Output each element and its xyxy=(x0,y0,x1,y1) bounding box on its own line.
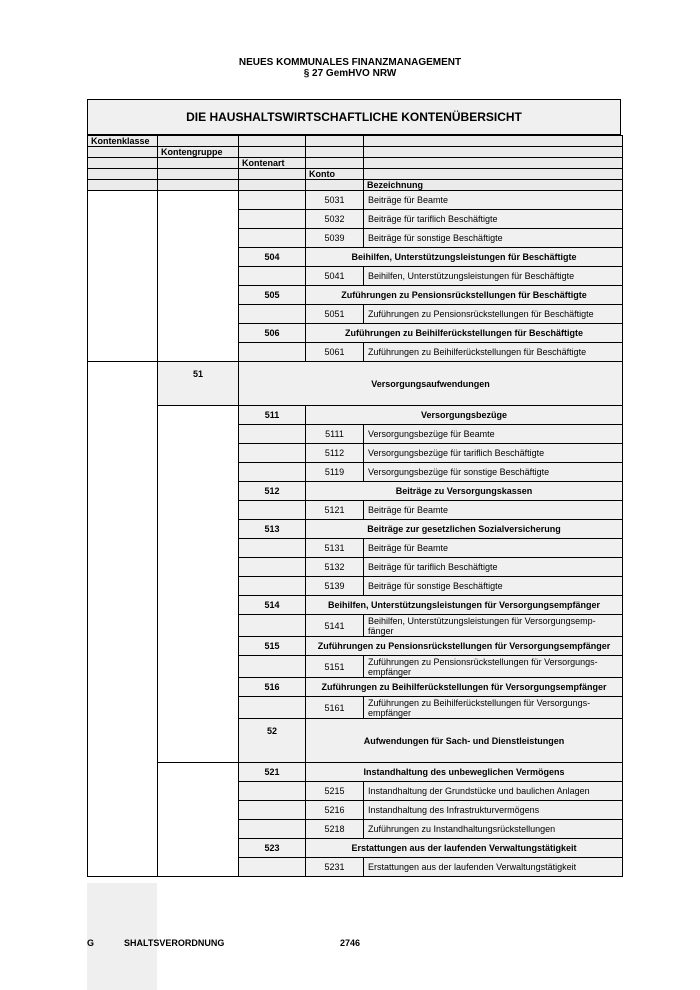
konto-code: 5231 xyxy=(306,858,364,877)
kontengruppe-cell xyxy=(158,191,239,362)
kontenart-label: Beiträge zur gesetzlichen Sozialversicherung xyxy=(306,520,623,539)
konto-label: Zuführungen zu Pensionsrückstellungen für Versorgungs-empfänger xyxy=(364,656,623,678)
kontenart-code: 506 xyxy=(239,324,306,343)
header-row-klasse xyxy=(88,136,623,147)
konto-label: Beiträge für sonstige Beschäftigte xyxy=(364,229,623,248)
header-line-2: § 27 GemHVO NRW xyxy=(303,68,397,79)
kontengruppe-row xyxy=(88,362,623,406)
kontenart-code: 505 xyxy=(239,286,306,305)
konten-table xyxy=(87,135,623,877)
konto-code: 5131 xyxy=(306,539,364,558)
header-row-gruppe xyxy=(88,147,623,158)
konto-code: 5061 xyxy=(306,343,364,362)
kontenart-row xyxy=(88,406,623,425)
konto-code: 5121 xyxy=(306,501,364,520)
page-number: 2746 xyxy=(340,938,361,948)
konto-label: Beiträge für Beamte xyxy=(364,539,623,558)
kontenart-code: 521 xyxy=(239,763,306,782)
konto-label: Beiträge für tariflich Beschäftigte xyxy=(364,210,623,229)
konto-code: 5051 xyxy=(306,305,364,324)
konto-code: 5132 xyxy=(306,558,364,577)
kontenart-label: Beihilfen, Unterstützungsleistungen für Versorgungsempfänger xyxy=(306,596,623,615)
col-header-konto: Konto xyxy=(306,169,364,180)
konto-label: Zuführungen zu Instandhaltungsrückstellungen xyxy=(364,820,623,839)
konto-label: Beiträge für sonstige Beschäftigte xyxy=(364,577,623,596)
konto-code: 5141 xyxy=(306,615,364,637)
kontengruppe-code: 51 xyxy=(158,362,239,406)
konto-label: Instandhaltung der Grundstücke und baulichen Anlagen xyxy=(364,782,623,801)
header-line-1: NEUES KOMMUNALES FINANZMANAGEMENT xyxy=(238,57,462,68)
kontenart-code: 504 xyxy=(239,248,306,267)
konto-code: 5112 xyxy=(306,444,364,463)
header-row-art xyxy=(88,158,623,169)
konto-code: 5216 xyxy=(306,801,364,820)
konto-label: Beihilfen, Unterstützungsleistungen für Versorgungsemp-fänger xyxy=(364,615,623,637)
kontengruppe-code: 52 xyxy=(239,719,306,763)
konto-label: Beihilfen, Unterstützungsleistungen für Beschäftigte xyxy=(364,267,623,286)
col-header-kontenart: Kontenart xyxy=(239,158,306,169)
header-row-konto xyxy=(88,169,623,180)
kontenart-code: 511 xyxy=(239,406,306,425)
kontenart-label: Zuführungen zu Beihilferückstellungen für Beschäftigte xyxy=(306,324,623,343)
kontenklasse-cell xyxy=(88,362,158,877)
konto-label: Beiträge für tariflich Beschäftigte xyxy=(364,558,623,577)
kontenart-code: 513 xyxy=(239,520,306,539)
kontenart-label: Zuführungen zu Pensionsrückstellungen für Beschäftigte xyxy=(306,286,623,305)
konto-label: Versorgungsbezüge für tariflich Beschäftigte xyxy=(364,444,623,463)
kontenart-code: 516 xyxy=(239,678,306,697)
kontenart-label: Instandhaltung des unbeweglichen Vermögens xyxy=(306,763,623,782)
konto-code: 5139 xyxy=(306,577,364,596)
kontenart-code: 512 xyxy=(239,482,306,501)
kontenart-label: Zuführungen zu Pensionsrückstellungen für Versorgungsempfänger xyxy=(306,637,623,656)
kontengruppe-label: Aufwendungen für Sach- und Dienstleistungen xyxy=(306,719,623,763)
konto-label: Zuführungen zu Pensionsrückstellungen für Beschäftigte xyxy=(364,305,623,324)
konto-code: 5031 xyxy=(306,191,364,210)
konto-code: 5215 xyxy=(306,782,364,801)
kontenart-label: Erstattungen aus der laufenden Verwaltungstätigkeit xyxy=(306,839,623,858)
konto-code: 5161 xyxy=(306,697,364,719)
konto-label: Versorgungsbezüge für Beamte xyxy=(364,425,623,444)
konto-code: 5119 xyxy=(306,463,364,482)
footer-title: G SHALTSVERORDNUNG xyxy=(87,938,225,948)
col-header-bezeichnung: Bezeichnung xyxy=(364,180,623,191)
konto-row xyxy=(88,191,623,210)
kontenart-code: 523 xyxy=(239,839,306,858)
kontenklasse-cell xyxy=(88,191,158,362)
konto-code: 5218 xyxy=(306,820,364,839)
margin-shade xyxy=(87,883,157,990)
header-row-bezeichnung xyxy=(88,180,623,191)
col-header-kontengruppe: Kontengruppe xyxy=(158,147,239,158)
konto-code: 5041 xyxy=(306,267,364,286)
konto-code: 5032 xyxy=(306,210,364,229)
konto-code: 5151 xyxy=(306,656,364,678)
kontenart-label: Beiträge zu Versorgungskassen xyxy=(306,482,623,501)
konto-code: 5111 xyxy=(306,425,364,444)
kontenart-row xyxy=(88,763,623,782)
table-title: DIE HAUSHALTSWIRTSCHAFTLICHE KONTENÜBERSICHT xyxy=(87,99,621,135)
konto-label: Zuführungen zu Beihilferückstellungen für Versorgungs-empfänger xyxy=(364,697,623,719)
kontenart-label: Beihilfen, Unterstützungsleistungen für Beschäftigte xyxy=(306,248,623,267)
konto-label: Zuführungen zu Beihilferückstellungen für Beschäftigte xyxy=(364,343,623,362)
kontengruppe-label: Versorgungsaufwendungen xyxy=(239,362,623,406)
konto-code: 5039 xyxy=(306,229,364,248)
col-header-kontenklasse: Kontenklasse xyxy=(88,136,158,147)
kontenart-code: 515 xyxy=(239,637,306,656)
kontenart-code: 514 xyxy=(239,596,306,615)
konto-label: Instandhaltung des Infrastrukturvermögens xyxy=(364,801,623,820)
konto-label: Beiträge für Beamte xyxy=(364,501,623,520)
konto-label: Versorgungsbezüge für sonstige Beschäftigte xyxy=(364,463,623,482)
kontenart-label: Zuführungen zu Beihilferückstellungen für Versorgungsempfänger xyxy=(306,678,623,697)
konto-label: Beiträge für Beamte xyxy=(364,191,623,210)
document-header xyxy=(0,57,700,79)
konto-label: Erstattungen aus der laufenden Verwaltungstätigkeit xyxy=(364,858,623,877)
kontenart-label: Versorgungsbezüge xyxy=(306,406,623,425)
